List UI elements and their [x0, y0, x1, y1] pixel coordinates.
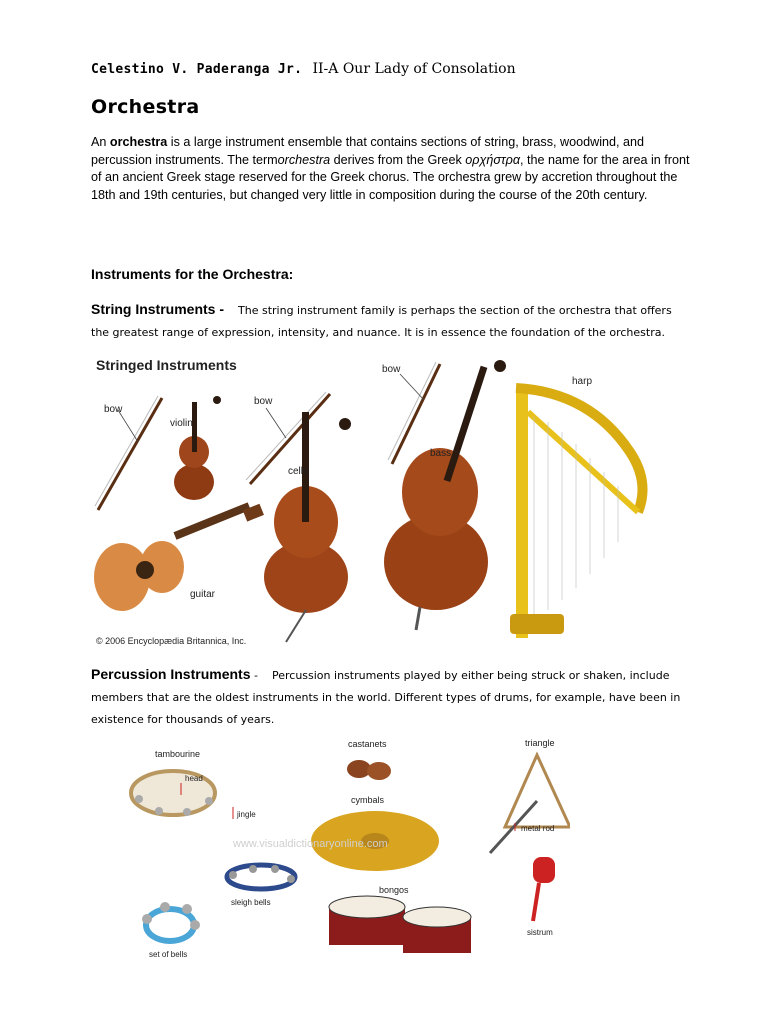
- intro-text-2: is a large instrument ensemble that contains sections of string, brass, woodwind, and percussion instruments. The term: [91, 135, 645, 167]
- page-title: Orchestra: [91, 96, 200, 118]
- sleigh-bells-icon: [227, 865, 295, 889]
- label-tambourine: tambourine: [155, 749, 201, 759]
- label-bow: bow: [382, 364, 401, 375]
- label-castanets: castanets: [348, 739, 387, 749]
- intro-term-orchestra-italic: orchestra: [277, 152, 331, 167]
- strings-text: The string instrument family is perhaps the section of the orchestra that offers the greatest range of expression, intensity, and nuance. It is in essence the foundation of the orchestra.: [91, 304, 672, 339]
- percussion-text: Percussion instruments played by either being struck or shaken, include members that are the oldest instruments in the world. Different types of drums, for example, have been in existence for thousands of years.: [91, 669, 681, 726]
- bass-icon: [384, 360, 506, 630]
- bow-leader: [400, 374, 424, 400]
- bow-leader: [266, 408, 286, 438]
- bongos-icon: [329, 896, 471, 953]
- label-violin: violin: [170, 418, 193, 429]
- percussion-dash: -: [254, 669, 258, 682]
- label-bongos: bongos: [379, 885, 409, 895]
- intro-term-orchestra: orchestra: [109, 135, 168, 149]
- guitar-icon: [94, 502, 264, 611]
- label-harp: harp: [572, 376, 593, 387]
- intro-greek-word: ορχήστρα: [465, 152, 521, 167]
- label-cello: cello: [288, 466, 309, 477]
- section-heading: Instruments for the Orchestra:: [91, 266, 294, 282]
- label-sistrum: sistrum: [527, 928, 553, 937]
- violin-icon: [174, 396, 221, 500]
- label-head: head: [185, 774, 203, 783]
- figure-title: Stringed Instruments: [96, 357, 237, 373]
- label-guitar: guitar: [190, 589, 216, 600]
- percussion-heading: Percussion Instruments: [91, 666, 251, 682]
- strings-paragraph: [91, 298, 691, 344]
- label-metal-rod: metal rod: [521, 824, 555, 833]
- triangle-icon: [490, 755, 570, 853]
- intro-text-4: , the name for the area in front of an ancient Greek stage reserved for the Greek chorus. The orchestra grew by accretion throughout the 18th and 19th centuries, but changed very little in composition during the course of the 20th century.: [91, 152, 690, 202]
- castanets-icon: [347, 760, 391, 780]
- class-name: II-A Our Lady of Consolation: [312, 61, 516, 77]
- copyright-notice: © 2006 Encyclopædia Britannica, Inc.: [96, 636, 247, 646]
- sistrum-icon: [533, 857, 555, 921]
- percussion-instruments-figure: [125, 735, 570, 965]
- watermark: www.visualdictionaryonline.com: [233, 838, 388, 850]
- label-bow: bow: [254, 396, 273, 407]
- label-bass: bass: [430, 448, 452, 459]
- strings-heading: String Instruments -: [91, 301, 225, 317]
- intro-paragraph: [91, 134, 691, 204]
- label-set-of-bells: set of bells: [149, 950, 188, 959]
- label-sleigh-bells: sleigh bells: [231, 898, 271, 907]
- author-name: Celestino V. Paderanga Jr.: [91, 62, 303, 77]
- stringed-instruments-figure: [90, 352, 680, 650]
- intro-text-3: derives from the Greek: [330, 152, 466, 167]
- set-of-bells-icon: [142, 902, 200, 941]
- label-jingle: jingle: [237, 810, 256, 819]
- label-triangle: triangle: [525, 738, 555, 748]
- percussion-paragraph: [91, 663, 691, 731]
- label-bow: bow: [104, 404, 123, 415]
- author-line: [91, 60, 516, 77]
- intro-text-1: An: [91, 135, 110, 149]
- harp-icon: [510, 388, 643, 638]
- label-cymbals: cymbals: [351, 795, 385, 805]
- bow-hair: [388, 362, 436, 460]
